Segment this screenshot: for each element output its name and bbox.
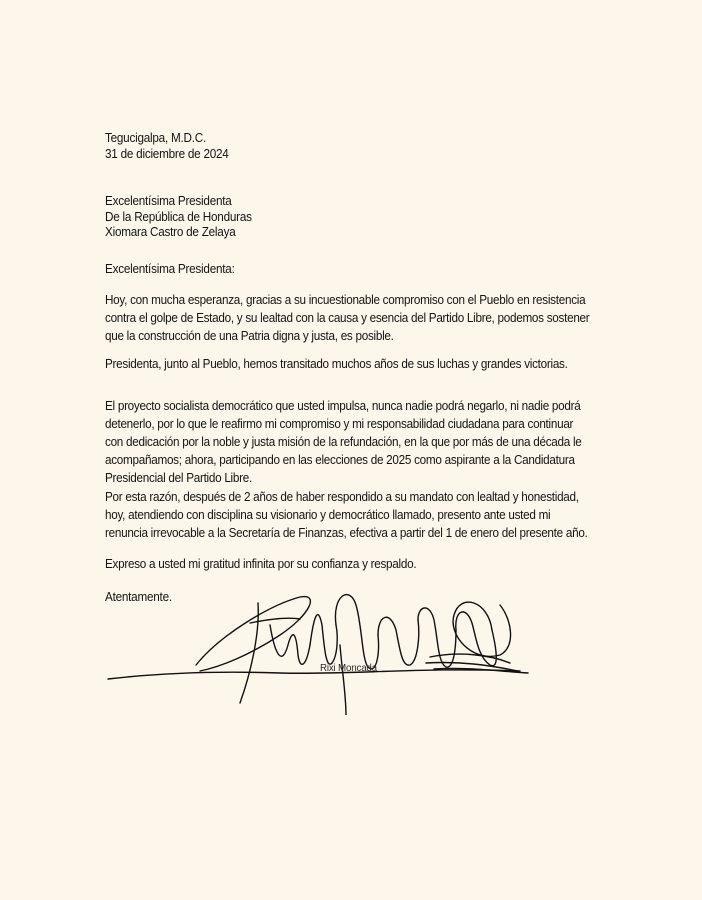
signature-printed-name: Rixi Moncada xyxy=(320,662,377,674)
paragraph-2 xyxy=(105,355,596,373)
paragraph-line: detenerlo, por lo que le reafirmo mi compromiso y mi responsabilidad ciudadana para continuar xyxy=(105,417,574,431)
letter-place: Tegucigalpa, M.D.C. xyxy=(105,131,207,145)
paragraph-line: Presidenta, junto al Pueblo, hemos transitado muchos años de sus luchas y grandes victorias. xyxy=(105,357,568,371)
paragraph-line: Hoy, con mucha esperanza, gracias a su incuestionable compromiso con el Pueblo en resistencia xyxy=(105,293,586,307)
recipient-name: Xiomara Castro de Zelaya xyxy=(105,225,236,239)
paragraph-3 xyxy=(105,397,596,487)
salutation-text: Excelentísima Presidenta: xyxy=(105,262,235,276)
paragraph-line: Presidencial del Partido Libre. xyxy=(105,471,252,485)
paragraph-line: contra el golpe de Estado, y su lealtad con la causa y esencia del Partido Libre, podemos sostener xyxy=(105,311,590,325)
recipient-block xyxy=(105,194,252,241)
paragraph-line: El proyecto socialista democrático que usted impulsa, nunca nadie podrá negarlo, ni nadie podrá xyxy=(105,399,581,413)
letter-date: 31 de diciembre de 2024 xyxy=(105,146,229,161)
letter-header xyxy=(105,131,229,162)
recipient-title: Excelentísima Presidenta xyxy=(105,194,232,208)
paragraph-line: renuncia irrevocable a la Secretaría de Finanzas, efectiva a partir del 1 de enero del presente año. xyxy=(105,526,588,540)
closing-text: Atentamente. xyxy=(105,590,172,604)
salutation xyxy=(105,262,235,278)
paragraph-line: con dedicación por la noble y justa misión de la refundación, en la que por más de una década le xyxy=(105,435,582,449)
paragraph-line: acompañamos; ahora, participando en las elecciones de 2025 como aspirante a la Candidatura xyxy=(105,453,575,467)
paragraph-5 xyxy=(105,555,596,573)
recipient-country: De la República de Honduras xyxy=(105,209,252,224)
paragraph-line: Por esta razón, después de 2 años de haber respondido a su mandato con lealtad y honestidad, xyxy=(105,490,579,504)
paragraph-1 xyxy=(105,291,596,345)
paragraph-line: hoy, atendiendo con disciplina su visionario y democrático llamado, presento ante usted mi xyxy=(105,508,551,522)
signature-icon xyxy=(100,575,540,715)
paragraph-line: Expreso a usted mi gratitud infinita por su confianza y respaldo. xyxy=(105,557,417,571)
paragraph-4 xyxy=(105,488,596,542)
paragraph-line: que la construcción de una Patria digna y justa, es posible. xyxy=(105,329,394,343)
